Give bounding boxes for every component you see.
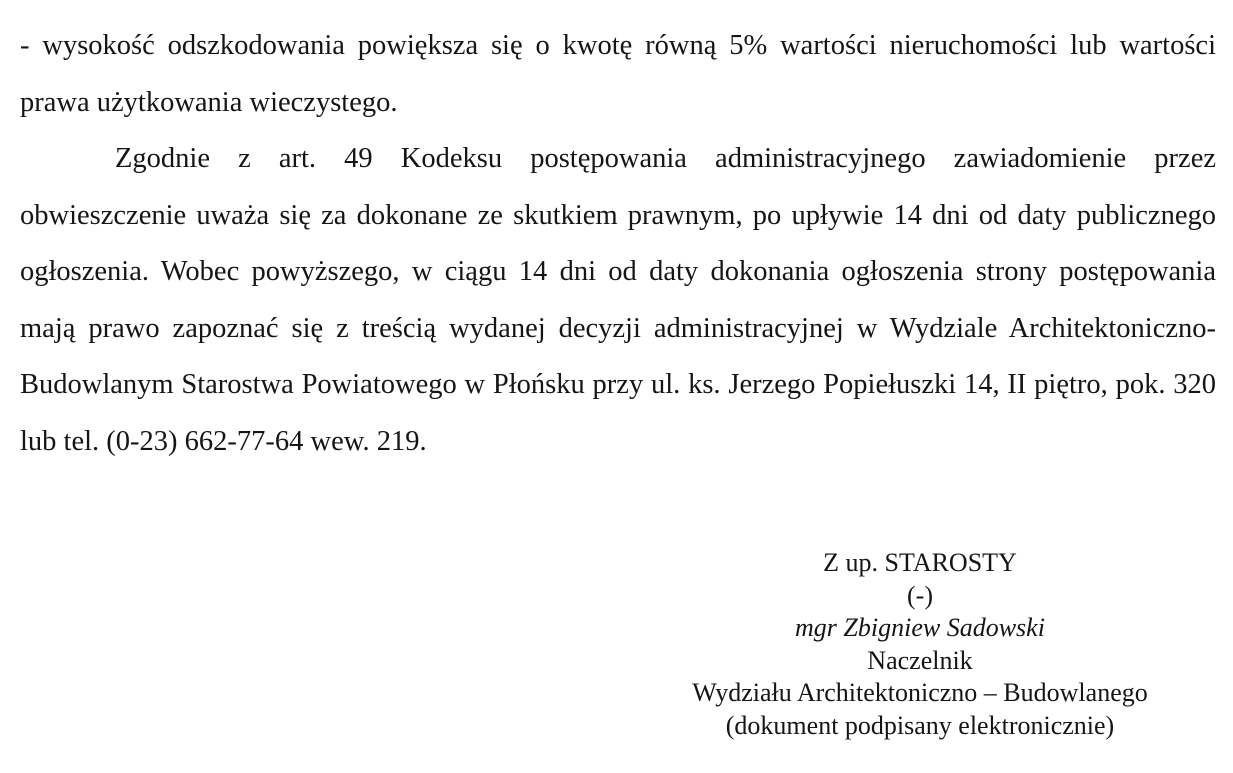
signatory-name: mgr Zbigniew Sadowski xyxy=(795,613,1045,642)
signatory-position: Naczelnik xyxy=(867,645,973,675)
signatory-department: Wydziału Architektoniczno – Budowlanego xyxy=(692,678,1148,707)
paragraph-notification-info: Zgodnie z art. 49 Kodeksu postępowania administracyjnego zawiadomienie przez obwieszczenie uważa się za dokonane ze skutkiem prawnym, po upływie 14 dni od daty publicznego ogłoszenia. Wobec powyższego, w ciągu 14 dni od daty dokonania ogłoszenia strony postępowania mają prawo zapoznać się z treścią wydanej decyzji administracyjnej w Wydziale Architektoniczno-Budowlanym Starostwa Powiatowego w Płońsku przy ul. ks. Jerzego Popiełuszki 14, II piętro, pok. 320 lub tel. (0-23) 662-77-64 wew. 219. xyxy=(20,143,1216,457)
signature-block xyxy=(620,547,1220,742)
paragraph-compensation-increase: - wysokość odszkodowania powiększa się o kwotę równą 5% wartości nieruchomości lub wartości prawa użytkowania wieczystego. xyxy=(20,30,1216,118)
electronic-signature-note: (dokument podpisany elektronicznie) xyxy=(725,710,1115,740)
signature-mark: (-) xyxy=(907,580,933,610)
signature-on-behalf: Z up. STAROSTY xyxy=(823,548,1017,577)
document-body xyxy=(20,18,1216,470)
